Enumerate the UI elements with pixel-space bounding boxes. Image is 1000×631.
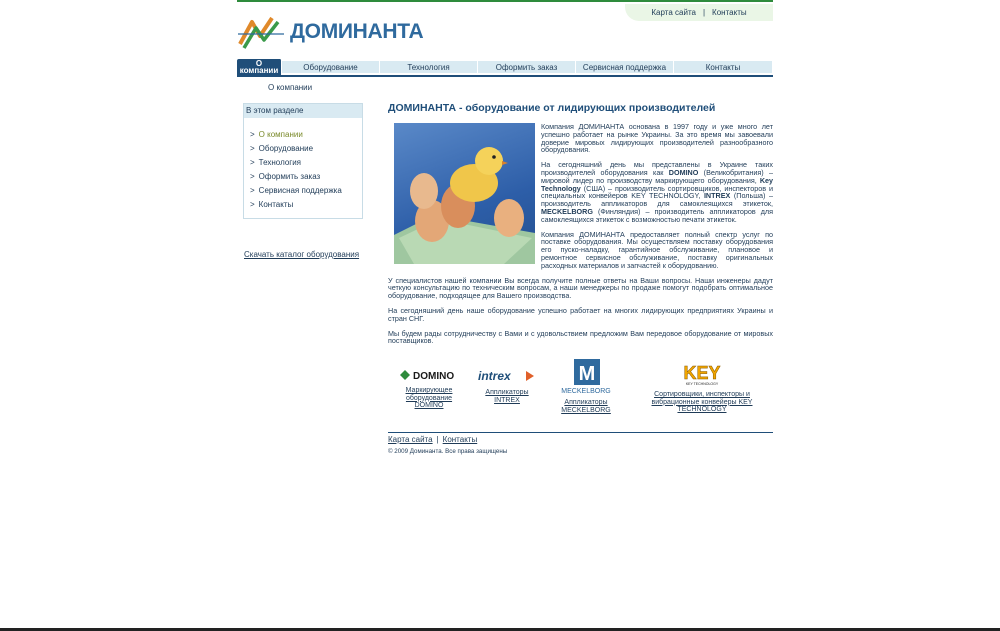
- partner-caption-intrex: Аппликаторы INTREX: [485, 389, 529, 404]
- partner-meckelborg[interactable]: [556, 359, 616, 414]
- section-sidebar: [243, 103, 363, 219]
- brand-meckelborg: MECKELBORG: [541, 206, 593, 216]
- text-fragment: (Великобритания) – мировой лидер по производству маркирующего оборудования,: [541, 167, 773, 185]
- sidebar-item-label[interactable]: Технология: [258, 158, 301, 167]
- domino-logo-text: DOMINO: [413, 371, 455, 382]
- sidebar-item-label[interactable]: О компании: [258, 130, 303, 139]
- brand-domino: DOMINO: [668, 167, 699, 177]
- sidebar-item-about[interactable]: [250, 129, 362, 143]
- svg-text:M: M: [578, 363, 596, 385]
- site-logo[interactable]: [238, 13, 438, 51]
- intrex-logo-text: intrex: [478, 369, 511, 383]
- top-links: [625, 4, 773, 21]
- sidebar-arrow-icon: >: [250, 144, 255, 153]
- partner-key[interactable]: [643, 363, 761, 414]
- text-fragment: (Финляндия) – производитель аппликаторов для самоклеящихся этикеток с возможностью печати этикеток.: [541, 206, 773, 224]
- intro-paragraph: Компания ДОМИНАНТА основана в 1997 году и уже много лет успешно работает на рынке Украины. За это время мы завоевали доверие мировых лидирующих производителей разнообразного оборудования.: [541, 122, 773, 155]
- footer-separator: |: [436, 435, 439, 444]
- text-fragment: (Польша) – производитель аппликаторов для самоклеящихся этикеток,: [541, 191, 773, 209]
- nav-tab-order[interactable]: Оформить заказ: [478, 61, 576, 73]
- key-logo-subtext: KEY TECHNOLOGY: [685, 382, 719, 386]
- meckelborg-logo-icon: [561, 359, 611, 395]
- footer-link-sitemap[interactable]: Карта сайта: [388, 435, 433, 444]
- intrex-logo-icon: [476, 367, 538, 385]
- text-fragment: На сегодняшний день мы представлены в Украине таких производителей оборудования как: [541, 160, 773, 177]
- nav-tab-service[interactable]: Сервисная поддержка: [576, 61, 674, 73]
- partner-caption-meckelborg: Аппликаторы MECKELBORG: [561, 399, 611, 414]
- partner-caption-domino: Маркирующее оборудование DOMINO: [405, 387, 453, 409]
- hero-image-chick-eggs: [394, 123, 535, 264]
- nav-tab-about[interactable]: О компании: [237, 59, 282, 75]
- sidebar-item-technology[interactable]: [250, 157, 362, 171]
- footer-links: [388, 435, 773, 444]
- page-footer: [388, 432, 773, 455]
- copyright-text: © 2009 Доминанта. Все права защищены: [388, 448, 508, 455]
- key-logo-text: KEY: [683, 363, 721, 383]
- text-fragment: (США) – производитель сортировщиков, инспекторов и специальных конвейеров KEY TECHNOLOGY,: [541, 183, 773, 201]
- sidebar-title: В этом разделе: [244, 104, 362, 118]
- logo-text: ДОМИНАНТА: [290, 20, 424, 43]
- top-link-contacts[interactable]: Контакты: [712, 8, 747, 17]
- consultation-paragraph: У специалистов нашей компании Вы всегда получите полные ответы на Ваши вопросы. Наши инженеры дадут четкую консультацию по техническим вопросам, а наши менеджеры по продаже помогут подобрать оптимальное оборудование, подходящее для Вашего производства.: [388, 275, 773, 301]
- top-border: [237, 0, 773, 2]
- partner-logos: [388, 357, 773, 427]
- logo-mark-icon: [238, 14, 286, 50]
- nav-tab-technology[interactable]: Технология: [380, 61, 478, 73]
- sidebar-item-label[interactable]: Оформить заказ: [258, 172, 321, 181]
- main-nav: [237, 59, 773, 77]
- key-technology-logo-icon: [672, 363, 732, 387]
- sidebar-arrow-icon: >: [250, 158, 255, 167]
- sidebar-item-equipment[interactable]: [250, 143, 362, 157]
- partner-domino[interactable]: [398, 367, 460, 410]
- sidebar-item-order[interactable]: [250, 171, 362, 185]
- sidebar-item-label[interactable]: Контакты: [258, 200, 294, 209]
- top-links-separator: |: [702, 8, 706, 17]
- sidebar-item-label[interactable]: Оборудование: [258, 144, 314, 153]
- sidebar-arrow-icon: >: [250, 200, 255, 209]
- sidebar-arrow-icon: >: [250, 186, 255, 195]
- page-title: ДОМИНАНТА - оборудование от лидирующих производителей: [388, 102, 716, 114]
- sidebar-item-contacts[interactable]: [250, 199, 362, 213]
- services-paragraph: Компания ДОМИНАНТА предоставляет полный спектр услуг по поставке оборудования. Мы осуществляем поставку оборудования его пуско-наладку, гарантийное обслуживание, плановое и ремонтное сервисное обслуживание, поставку оригинальных расходных материалов и запчастей к оборудованию.: [541, 229, 773, 270]
- nav-tab-equipment[interactable]: Оборудование: [282, 61, 380, 73]
- footer-link-contacts[interactable]: Контакты: [442, 435, 478, 444]
- main-content: [388, 102, 773, 352]
- clients-paragraph: На сегодняшний день наше оборудование успешно работает на многих лидирующих предприятиях Украины и стран СНГ.: [388, 305, 773, 323]
- breadcrumb: О компании: [268, 83, 313, 92]
- sidebar-arrow-icon: >: [250, 130, 255, 139]
- partner-caption-key: Сортировщики, инспекторы и вибрационные конвейеры KEY TECHNOLOGY: [651, 391, 753, 413]
- brand-key: Key Technology: [541, 175, 773, 193]
- top-link-sitemap[interactable]: Карта сайта: [651, 8, 696, 17]
- sidebar-arrow-icon: >: [250, 172, 255, 181]
- domino-logo-icon: [398, 367, 460, 383]
- partner-intrex[interactable]: [476, 367, 538, 404]
- closing-paragraph: Мы будем рады сотрудничеству с Вами и с удовольствием предложим Вам передовое оборудование от мировых поставщиков.: [388, 328, 773, 346]
- download-catalog-link[interactable]: Скачать каталог оборудования: [244, 250, 360, 259]
- sidebar-item-service[interactable]: [250, 185, 362, 199]
- brand-intrex: INTREX: [703, 191, 731, 201]
- nav-tab-contacts[interactable]: Контакты: [674, 61, 773, 73]
- sidebar-list: [244, 118, 362, 213]
- meckelborg-logo-text: MECKELBORG: [561, 388, 611, 395]
- chick-eggs-illustration: [394, 123, 535, 264]
- sidebar-item-label[interactable]: Сервисная поддержка: [258, 186, 342, 195]
